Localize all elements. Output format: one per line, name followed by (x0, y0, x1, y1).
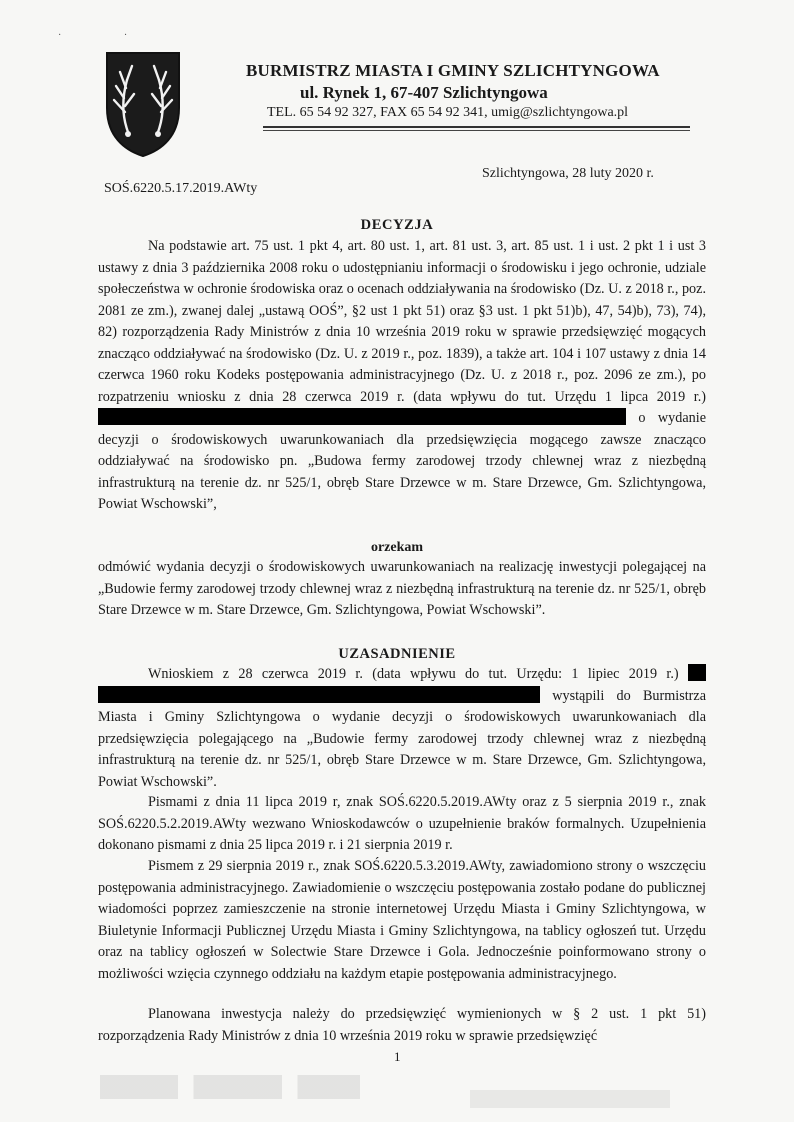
page-number: 1 (394, 1049, 401, 1064)
redacted-name-short (688, 664, 706, 681)
scan-artifact: · · (58, 30, 158, 41)
decision-paragraph (98, 236, 706, 516)
justification-request: wystąpili do Burmistrza Miasta i Gminy Szlichtyngowa o wydanie decyzji o środowiskowych uwarunkowaniach dla przedsięwzięcia polegającego na „Budowie fermy zarodowej trzody chlewnej wraz z niezbędną infrastrukturą na terenie dz. nr 525/1, obręb Stare Drzewce w m. Stare Drzewce, Gm. Szlichtyngowa, Powiat Wschowski”. (98, 687, 706, 790)
justification-paragraph-3: Pismem z 29 sierpnia 2019 r., znak SOŚ.6220.5.3.2019.AWty, zawiadomiono strony o wszczęciu postępowania administracyjnego. Zawiadomienie o wszczęciu postępowania zostało podane do publicznej wiadomości poprzez zamieszczenie na stronie internetowej Urzędu Miasta i Gminy Szlichtyngowa, w Biuletynie Informacji Publicznej Urzędu Miasta i Gminy Szlichtyngowa, na tablicy ogłoszeń tut. Urzędu oraz na tablicy ogłoszeń w Solectwie Stare Drzewce i Gola. Jednocześnie poinformowano strony o możliwości wzięcia czynnego oddziału na każdym etapie postępowania administracyjnego. (98, 858, 706, 982)
authority-address: ul. Rynek 1, 67-407 Szlichtyngowa (300, 83, 548, 102)
bleed-through-shadow (100, 1075, 360, 1099)
justification-intro: Wnioskiem z 28 czerwca 2019 r. (data wpływu do tut. Urzędu: 1 lipiec 2019 r.) (148, 666, 679, 682)
place-and-date: Szlichtyngowa, 28 luty 2020 r. (482, 166, 654, 181)
justification-paragraph-2: Pismami z dnia 11 lipca 2019 r, znak SOŚ.6220.5.2019.AWty oraz z 5 sierpnia 2019 r., znak SOŚ.6220.5.2.2019.AWty wezwano Wnioskodawców o uzupełnienie braków formalnych. Uzupełnienia dokonano pismami z dnia 25 lipca 2019 r. i 21 sierpnia 2019 r. (98, 794, 706, 853)
bleed-through-shadow (470, 1090, 670, 1108)
decision-legal-basis: Na podstawie art. 75 ust. 1 pkt 4, art. 80 ust. 1, art. 81 ust. 3, art. 85 ust. 1 i ust. 2 pkt 1 i ust 3 ustawy z dnia 3 października 2008 roku o udostępnianiu informacji o środowisku i jego ochronie, udziale społeczeństwa w ochronie środowiska oraz o ocenach oddziaływania na środowisko (Dz. U. z 2018 r., poz. 2081 ze zm.), zwanej dalej „ustawą OOŚ”, §2 ust 1 pkt 51) oraz §3 ust. 1 pkt 51)b), 47, 54)b), 73), 74), 82) rozporządzenia Rady Ministrów z dnia 10 września 2019 roku w sprawie przedsięwzięć mogących znacząco oddziaływać na środowisko (Dz. U. z 2019 r., poz. 1839), a także art. 104 i 107 ustawy z dnia 14 czerwca 1960 roku Kodeks postępowania administracyjnego (Dz. U. z 2018 r., poz. 2096 ze zm.), po rozpatrzeniu wniosku z dnia 28 czerwca 2019 r. (data wpływu do tut. Urzędu 1 lipca 2019 r.) (98, 238, 706, 405)
decision-subject: o wydanie decyzji o środowiskowych uwarunkowaniach dla przedsięwzięcia mogącego zawsze znacząco oddziaływać na środowisko pn. „Budowa fermy zarodowej trzody chlewnej wraz z niezbędną infrastrukturą na terenie dz. nr 525/1, obręb Stare Drzewce w m. Stare Drzewce, Gm. Szlichtyngowa, Powiat Wschowski”, (98, 410, 706, 512)
authority-contact: TEL. 65 54 92 327, FAX 65 54 92 341, umig@szlichtyngowa.pl (267, 105, 629, 120)
authority-title: BURMISTRZ MIASTA I GMINY SZLICHTYNGOWA (246, 61, 660, 80)
case-number: SOŚ.6220.5.17.2019.AWty (104, 181, 258, 196)
redacted-applicant (98, 408, 626, 425)
ruling-heading: orzekam (370, 540, 424, 555)
justification-paragraph-4: Planowana inwestycja należy do przedsięwzięć wymienionych w § 2 ust. 1 pkt 51) rozporządzenia Rady Ministrów z dnia 10 września 2019 roku w sprawie przedsięwzięć (98, 1006, 706, 1044)
header-divider (263, 126, 690, 128)
justification-paragraph-1 (98, 664, 706, 793)
coat-of-arms-icon (104, 50, 182, 158)
header-divider-thin (263, 130, 690, 131)
decision-heading: DECYZJA (360, 217, 434, 233)
justification-heading: UZASADNIENIE (338, 646, 456, 662)
ruling-paragraph: odmówić wydania decyzji o środowiskowych uwarunkowaniach na realizację inwestycji polegającej na „Budowie fermy zarodowej trzody chlewnej wraz z niezbędną infrastrukturą na terenie dz. nr 525/1, obręb Stare Drzewce w m. Stare Drzewce, Gm. Szlichtyngowa, Powiat Wschowski”. (98, 559, 706, 618)
redacted-applicants (98, 686, 540, 703)
